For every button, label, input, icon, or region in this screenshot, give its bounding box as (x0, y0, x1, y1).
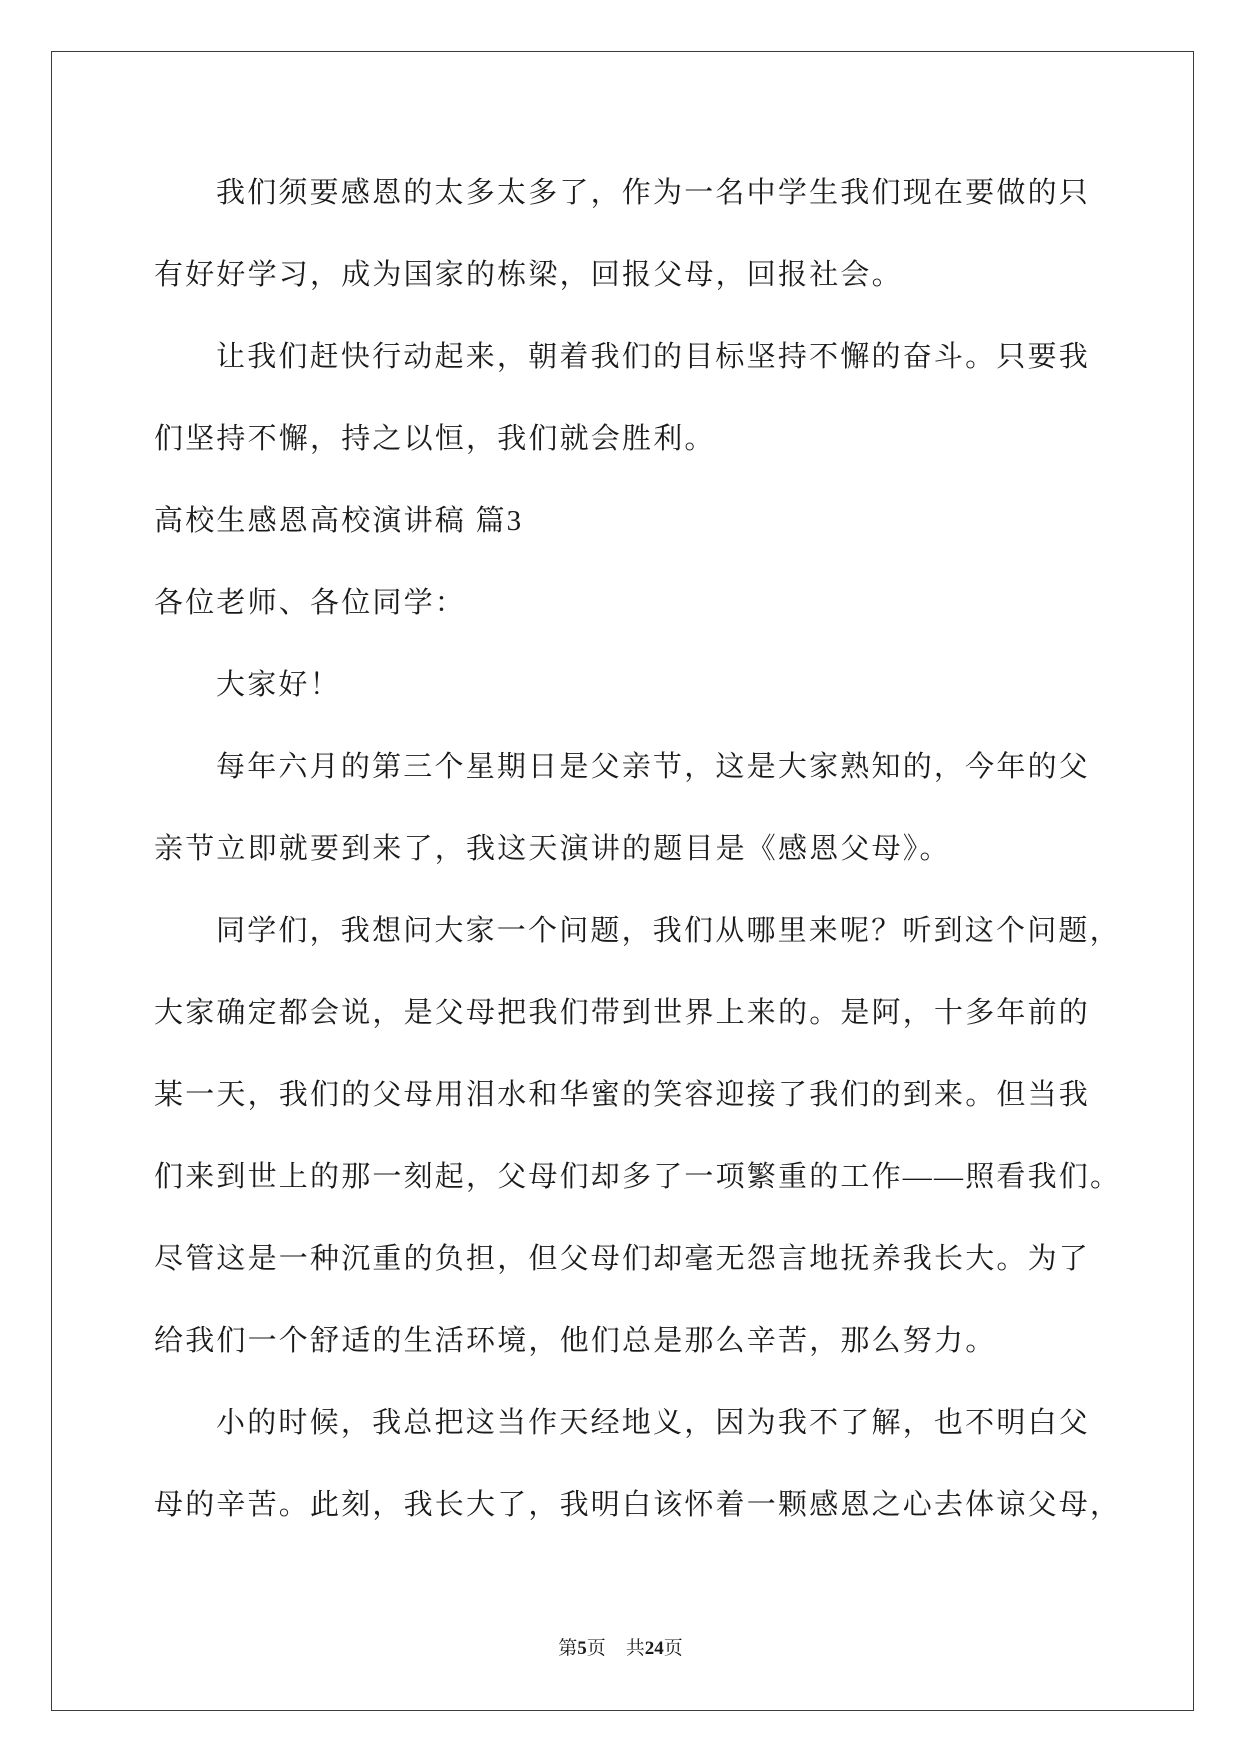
text-line: 同学们，我想问大家一个问题，我们从哪里来呢？听到这个问题， (216, 915, 1121, 947)
text-line: 让我们赶快行动起来，朝着我们的目标坚持不懈的奋斗。只要我 (216, 341, 1090, 373)
total-pages: 24 (644, 1638, 664, 1659)
page-prefix: 第 (558, 1638, 578, 1659)
text-line: 们来到世上的那一刻起，父母们却多了一项繁重的工作——照看我们。 (154, 1161, 1122, 1193)
text-line: 给我们一个舒适的生活环境，他们总是那么辛苦，那么努力。 (154, 1325, 997, 1357)
page-suffix: 页 (586, 1638, 606, 1659)
text-line: 每年六月的第三个星期日是父亲节，这是大家熟知的，今年的父 (216, 751, 1090, 783)
page-footer (0, 1636, 1241, 1662)
text-line: 母的辛苦。此刻，我长大了，我明白该怀着一颗感恩之心去体谅父母， (154, 1489, 1122, 1521)
text-line: 们坚持不懈，持之以恒，我们就会胜利。 (154, 423, 716, 455)
text-line: 小的时候，我总把这当作天经地义，因为我不了解，也不明白父 (216, 1407, 1090, 1439)
text-line: 我们须要感恩的太多太多了，作为一名中学生我们现在要做的只 (216, 177, 1090, 209)
text-line: 尽管这是一种沉重的负担，但父母们却毫无怨言地抚养我长大。为了 (154, 1243, 1091, 1275)
salutation: 各位老师、各位同学： (154, 587, 467, 619)
text-line: 有好好学习，成为国家的栋梁，回报父母，回报社会。 (154, 259, 903, 291)
page-number: 5 (577, 1638, 587, 1659)
total-prefix: 共 (625, 1638, 645, 1659)
text-line: 亲节立即就要到来了，我这天演讲的题目是《感恩父母》。 (154, 833, 951, 865)
total-suffix: 页 (663, 1638, 683, 1659)
greeting: 大家好！ (216, 669, 341, 701)
text-line: 大家确定都会说，是父母把我们带到世界上来的。是阿，十多年前的 (154, 997, 1091, 1029)
section-heading: 高校生感恩高校演讲稿 篇3 (154, 505, 524, 537)
text-line: 某一天，我们的父母用泪水和华蜜的笑容迎接了我们的到来。但当我 (154, 1079, 1091, 1111)
document-body (154, 152, 1122, 1546)
